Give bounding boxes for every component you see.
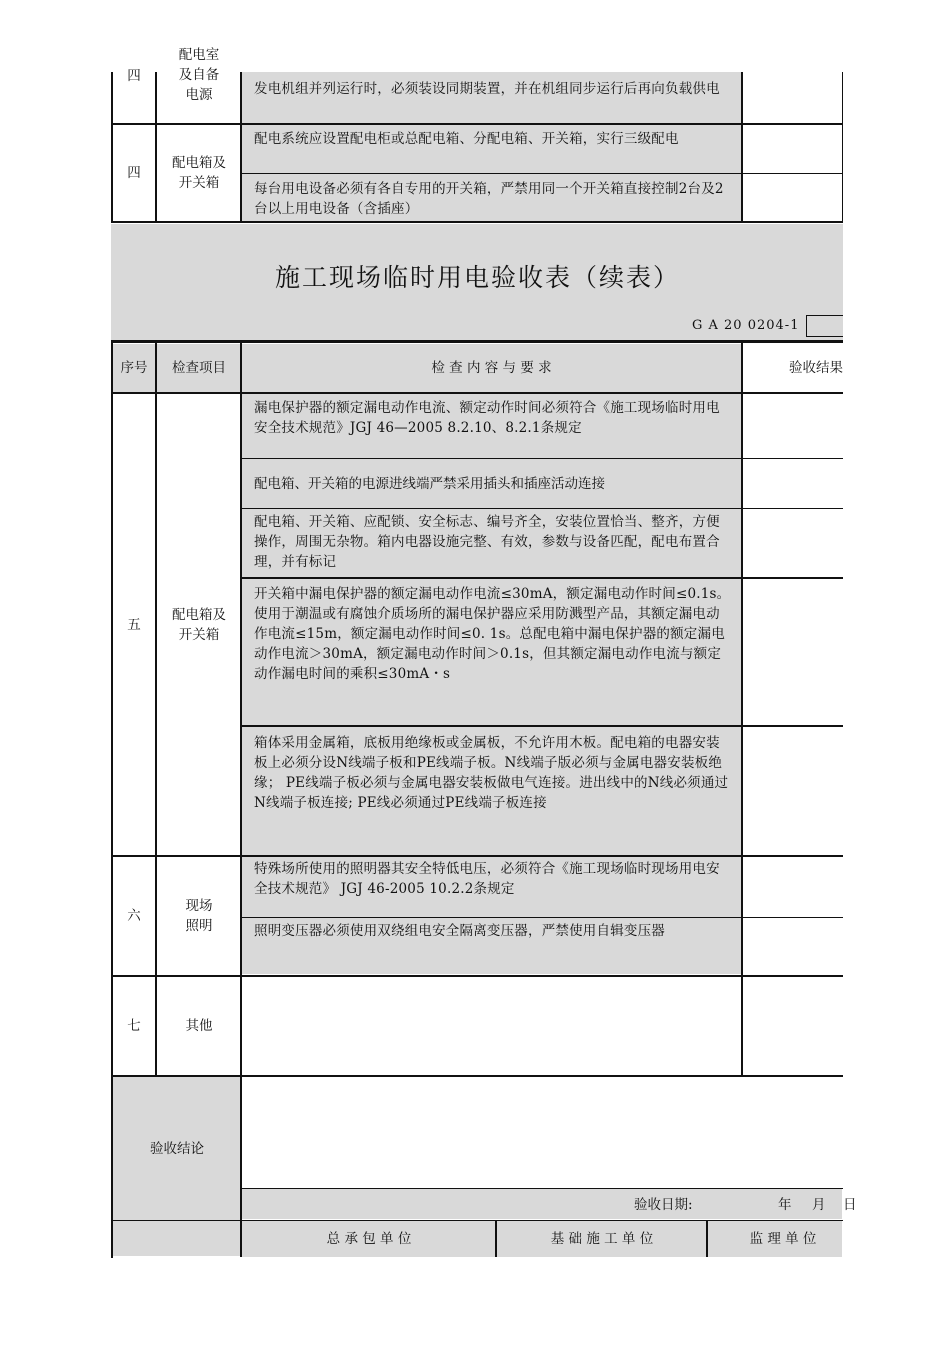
requirement-text[interactable] bbox=[242, 977, 741, 1075]
check-item-label: 现场 照明 bbox=[185, 898, 213, 934]
requirement-text: 开关箱中漏电保护器的额定漏电动作电流≤30mA，额定漏电动作时间≤0.1s。使用于潮温或有腐蚀介质场所的漏电保护器应采用防溅型产品，其额定漏电动作电流≤15m，额定漏电动作时间≤0. 1s。总配电箱中漏电保护器的额定漏电动作电流＞30mA，额定漏电动作时间＞0.1s，但其额定漏电动作电流与额定动作漏电时间的乘积≤30mA・s bbox=[254, 586, 731, 682]
requirement-text: 特殊场所使用的照明器其安全特低电压，必须符合《施工现场临时现场用电安全技术规范》 JGJ 46-2005 10.2.2条规定 bbox=[254, 861, 720, 897]
header-content: 检 查 内 容 与 要 求 bbox=[431, 360, 552, 376]
check-item-label: 配电室 及自备 电源 bbox=[178, 47, 220, 103]
requirement-text: 发电机组并列运行时，必须装设同期装置，并在机组同步运行后再向负载供电 bbox=[254, 81, 720, 97]
requirement-text: 配电系统应设置配电柜或总配电箱、分配电箱、开关箱，实行三级配电 bbox=[254, 131, 679, 147]
conclusion-label: 验收结论 bbox=[150, 1140, 204, 1157]
page-title: 施工现场临时用电验收表（续表） bbox=[274, 263, 680, 292]
check-item-label: 其他 bbox=[185, 1018, 213, 1034]
header-index: 序号 bbox=[120, 360, 148, 376]
signature-general-contractor: 总 承 包 单 位 bbox=[326, 1231, 412, 1247]
date-day: 日 bbox=[843, 1197, 857, 1213]
row-index: 四 bbox=[127, 164, 141, 181]
conclusion-field[interactable] bbox=[244, 1078, 840, 1186]
requirement-text: 配电箱、开关箱的电源进线端严禁采用插头和插座活动连接 bbox=[254, 476, 605, 492]
requirement-text: 漏电保护器的额定漏电动作电流、额定动作时间必须符合《施工现场临时用电安全技术规范》JGJ 46—2005 8.2.10、8.2.1条规定 bbox=[254, 400, 720, 436]
header-result: 验收结果 bbox=[789, 360, 843, 376]
requirement-text: 配电箱、开关箱、应配锁、安全标志、编号齐全，安装位置恰当、整齐，方便操作，周围无杂物。箱内电器设施完整、有效，参数与设备匹配，配电布置合理，并有标记 bbox=[254, 514, 720, 570]
row-index: 五 bbox=[127, 617, 141, 633]
form-code: G A 20 0204-1 bbox=[692, 318, 800, 333]
requirement-text: 每台用电设备必须有各自专用的开关箱，严禁用同一个开关箱直接控制2台及2台以上用电设备（含插座） bbox=[254, 181, 724, 217]
signature-foundation-contractor: 基 础 施 工 单 位 bbox=[550, 1231, 654, 1247]
row-index: 七 bbox=[127, 1018, 141, 1034]
signature-supervisor: 监 理 单 位 bbox=[749, 1231, 817, 1247]
row-index: 四 bbox=[127, 68, 141, 84]
check-item-label: 配电箱及 开关箱 bbox=[172, 607, 226, 643]
row-index: 六 bbox=[127, 908, 141, 924]
form-code-box bbox=[806, 315, 843, 337]
requirement-text: 箱体采用金属箱，底板用绝缘板或金属板，不允许用木板。配电箱的电器安装板上必须分设N线端子板和PE线端子板。N线端子版必须与金属电器安装板绝缘； PE线端子板必须与金属电器安装板做电气连接。进出线中的N线必须通过N线端子板连接; PE线必须通过PE线端子板连接 bbox=[254, 735, 729, 811]
date-label: 验收日期: bbox=[634, 1197, 693, 1213]
header-check-item: 检查项目 bbox=[172, 360, 226, 376]
date-year: 年 bbox=[778, 1197, 792, 1213]
date-month: 月 bbox=[812, 1197, 826, 1213]
requirement-text: 照明变压器必须使用双绕组电安全隔离变压器，严禁使用自辑变压器 bbox=[254, 923, 665, 939]
check-item-label: 配电箱及 开关箱 bbox=[172, 154, 226, 191]
